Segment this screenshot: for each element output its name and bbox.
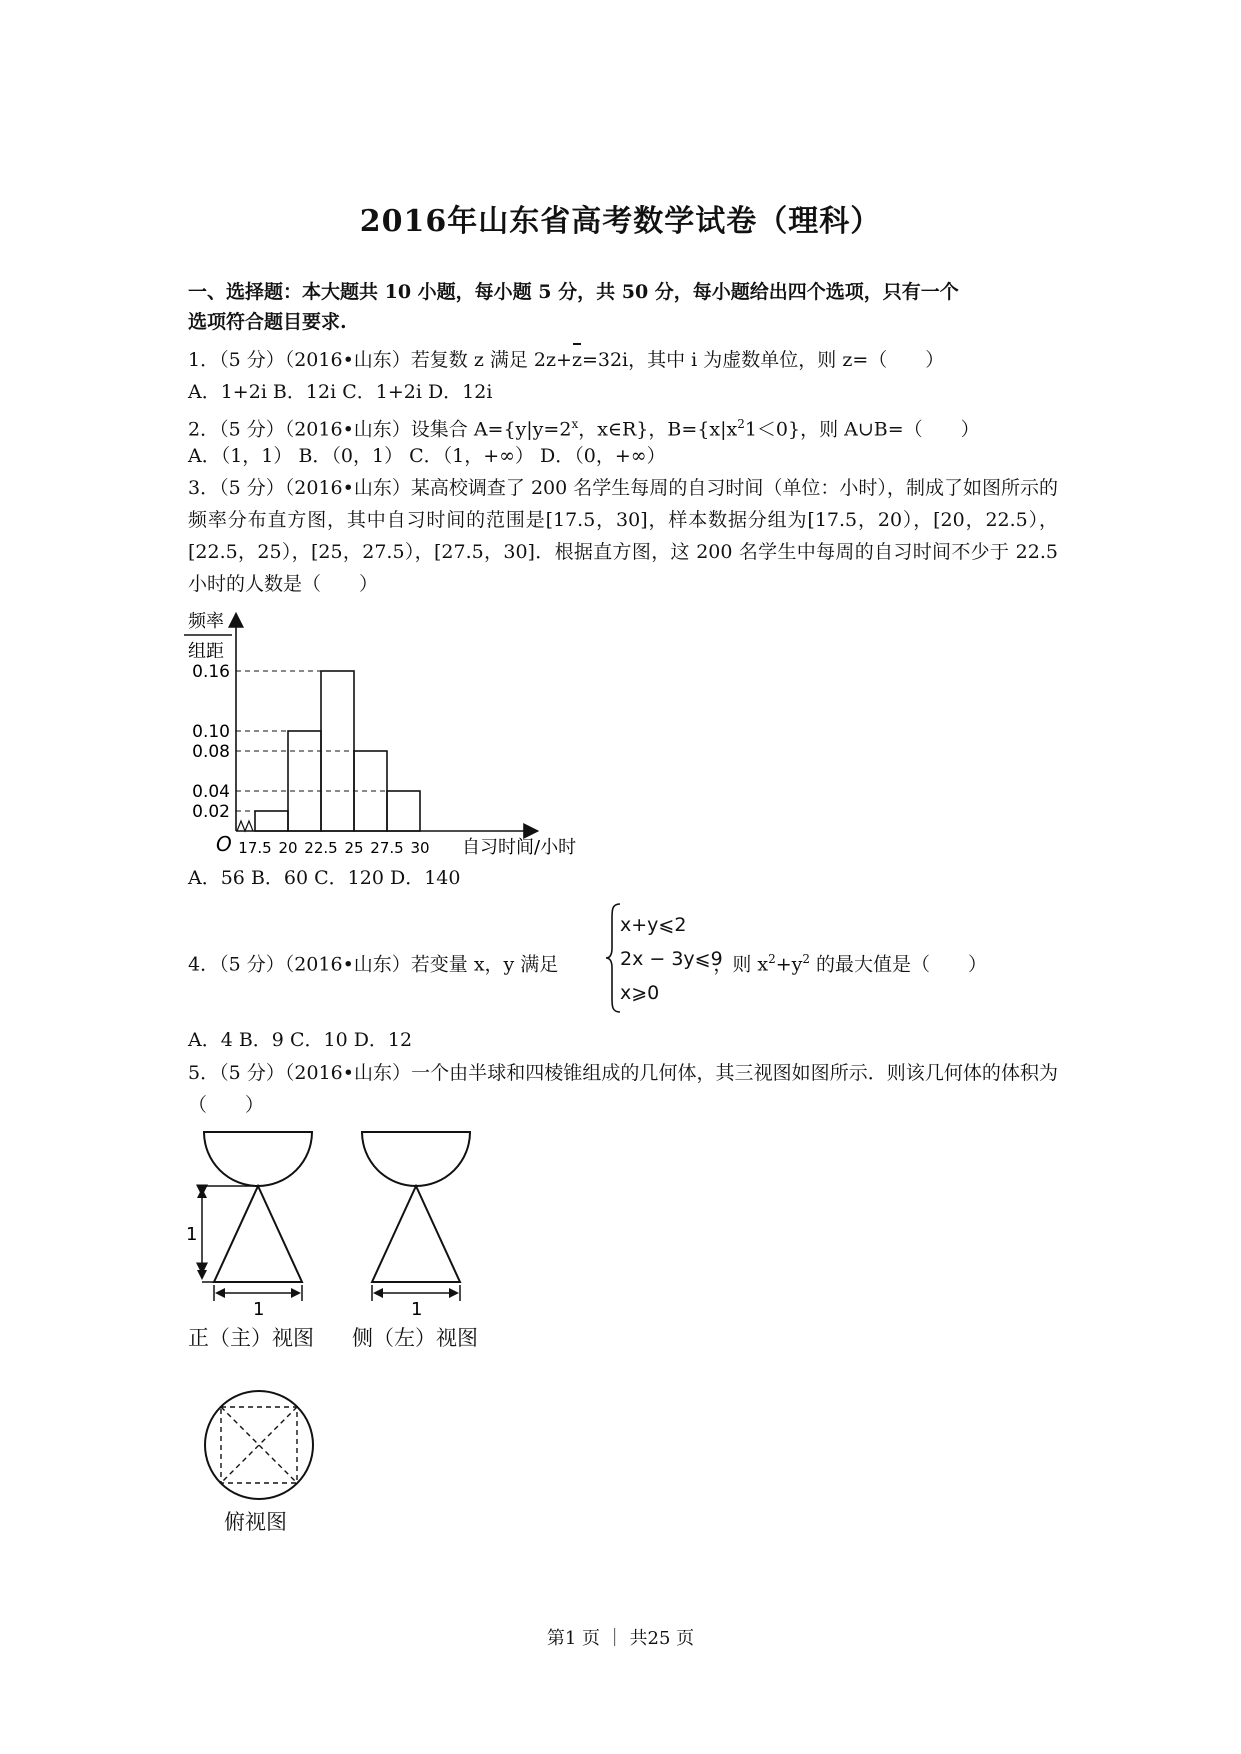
- constraint-system: [620, 908, 723, 1010]
- x-tick-label: 25: [344, 839, 364, 857]
- x-tick-label: 27.5: [370, 839, 404, 857]
- side-view-figure: [350, 1125, 480, 1320]
- histogram-bar: [255, 811, 288, 831]
- q4-sup-2: 2: [802, 952, 811, 966]
- origin-label: O: [216, 832, 232, 856]
- height-label: 1: [186, 1224, 198, 1245]
- q2-sup-x: x: [571, 417, 579, 431]
- section-heading-line1: 一、选择题：本大题共 10 小题，每小题 5 分，共 50 分，每小题给出四个选项，只有一个: [188, 281, 959, 303]
- question-5-stem: 5．（5 分）（2016•山东）一个由半球和四棱锥组成的几何体，其三视图如图所示．则该几何体的体积为（ ）: [188, 1062, 1058, 1116]
- y-tick-label: 0.10: [192, 722, 230, 742]
- q4-stem-a: 4．（5 分）（2016•山东）若变量 x，y 满足: [188, 953, 559, 976]
- axis-break-zigzag: [237, 821, 253, 831]
- histogram-bar: [387, 791, 420, 831]
- pyramid-outline: [214, 1186, 302, 1282]
- x-tick-label: 30: [410, 839, 430, 857]
- q1-conjugate-z: z: [572, 345, 582, 375]
- q4-stem-c: +y: [775, 953, 803, 976]
- y-tick-label: 0.08: [192, 742, 230, 762]
- pyramid-outline-side: [372, 1186, 460, 1282]
- y-axis-label-bottom: 组距: [188, 641, 224, 662]
- q1-stem-a: 1．（5 分）（2016•山东）若复数 z 满足 2z+: [188, 349, 572, 371]
- x-tick-label: 20: [278, 839, 298, 857]
- hemisphere-outline: [204, 1132, 312, 1186]
- question-1-stem: [188, 345, 944, 375]
- q2-stem-c: ⁣1＜0}，则 A∪B=（ ）: [744, 418, 980, 441]
- frequency-histogram: [180, 605, 610, 865]
- question-3-options: A．56 B．60 C．120 D．140: [188, 867, 461, 889]
- q4-stem-d: 的最大值是（ ）: [810, 953, 988, 976]
- top-view-caption: 俯视图: [224, 1510, 287, 1534]
- x-tick-label: 22.5: [304, 839, 338, 857]
- hemisphere-outline-side: [362, 1132, 470, 1186]
- page-title: 2016年山东省高考数学试卷（理科）: [359, 204, 882, 239]
- histogram-bar: [288, 731, 321, 831]
- constraint-2: 2x − 3y⩽9: [620, 948, 723, 970]
- q4-stem-b: ，则 x: [713, 953, 769, 976]
- side-arrow-head-left: [373, 1288, 383, 1298]
- y-tick-label: 0.04: [192, 782, 230, 802]
- x-axis-label: 自习时间/小时: [462, 837, 577, 858]
- question-2-options: A．（⁣1，1） B．（0，1） C．（⁣1，+∞） D．（0，+∞）: [188, 445, 666, 467]
- width-label-front: 1: [253, 1299, 265, 1320]
- page-footer: 第1 页 ｜ 共25 页: [546, 1628, 695, 1649]
- top-view-figure: [200, 1390, 318, 1502]
- constraint-3: x⩾0: [620, 982, 660, 1004]
- side-view-caption: 侧（左）视图: [352, 1326, 478, 1350]
- front-view-figure: [182, 1125, 317, 1320]
- q2-stem-a: 2．（5 分）（2016•山东）设集合 A={y|y=2: [188, 418, 572, 441]
- width-label-side: 1: [411, 1299, 423, 1320]
- arrow-head-bottom: [197, 1270, 207, 1280]
- arrow-head-right: [291, 1288, 301, 1298]
- arrow-head-top: [197, 1188, 207, 1198]
- arrow-head-left: [215, 1288, 225, 1298]
- q1-stem-b: =3⁣2i，其中 i 为虚数单位，则 z=（ ）: [581, 349, 945, 371]
- q2-sup-2: 2: [737, 417, 745, 431]
- side-arrow-head-right: [449, 1288, 459, 1298]
- constraint-1: x+y⩽2: [620, 914, 687, 936]
- y-tick-label: 0.16: [192, 662, 230, 682]
- y-axis-label-top: 频率: [188, 611, 224, 632]
- question-3-stem: 3．（5 分）（2016•山东）某高校调查了 200 名学生每周的自习时间（单位：小时），制成了如图所示的频率分布直方图，其中自习时间的范围是[17.5，30]，样本数据分组为[17.5，20），[20，22.5），[22.5，25），[25，27.5），[27.5，30]．根据直方图，这 200 名学生中每周的自习时间不少于 22.5 小时的人数是（ ）: [188, 477, 1058, 595]
- section-heading-line2: 选项符合题目要求.: [188, 311, 347, 333]
- q2-stem-b: ，x∈R}，B={x|x: [578, 418, 738, 441]
- question-4-stem: [188, 944, 987, 979]
- question-2-stem: [188, 409, 980, 444]
- y-tick-label: 0.02: [192, 802, 230, 822]
- question-4-options: A．4 B．9 C．10 D．12: [188, 1029, 413, 1051]
- front-view-caption: 正（主）视图: [188, 1326, 314, 1350]
- x-tick-label: 17.5: [238, 839, 272, 857]
- question-1-options: A．1+2i B．1⁣2i C．⁣1+2i D．⁣1⁣2i: [188, 381, 493, 403]
- q4-sup-1: 2: [768, 952, 776, 966]
